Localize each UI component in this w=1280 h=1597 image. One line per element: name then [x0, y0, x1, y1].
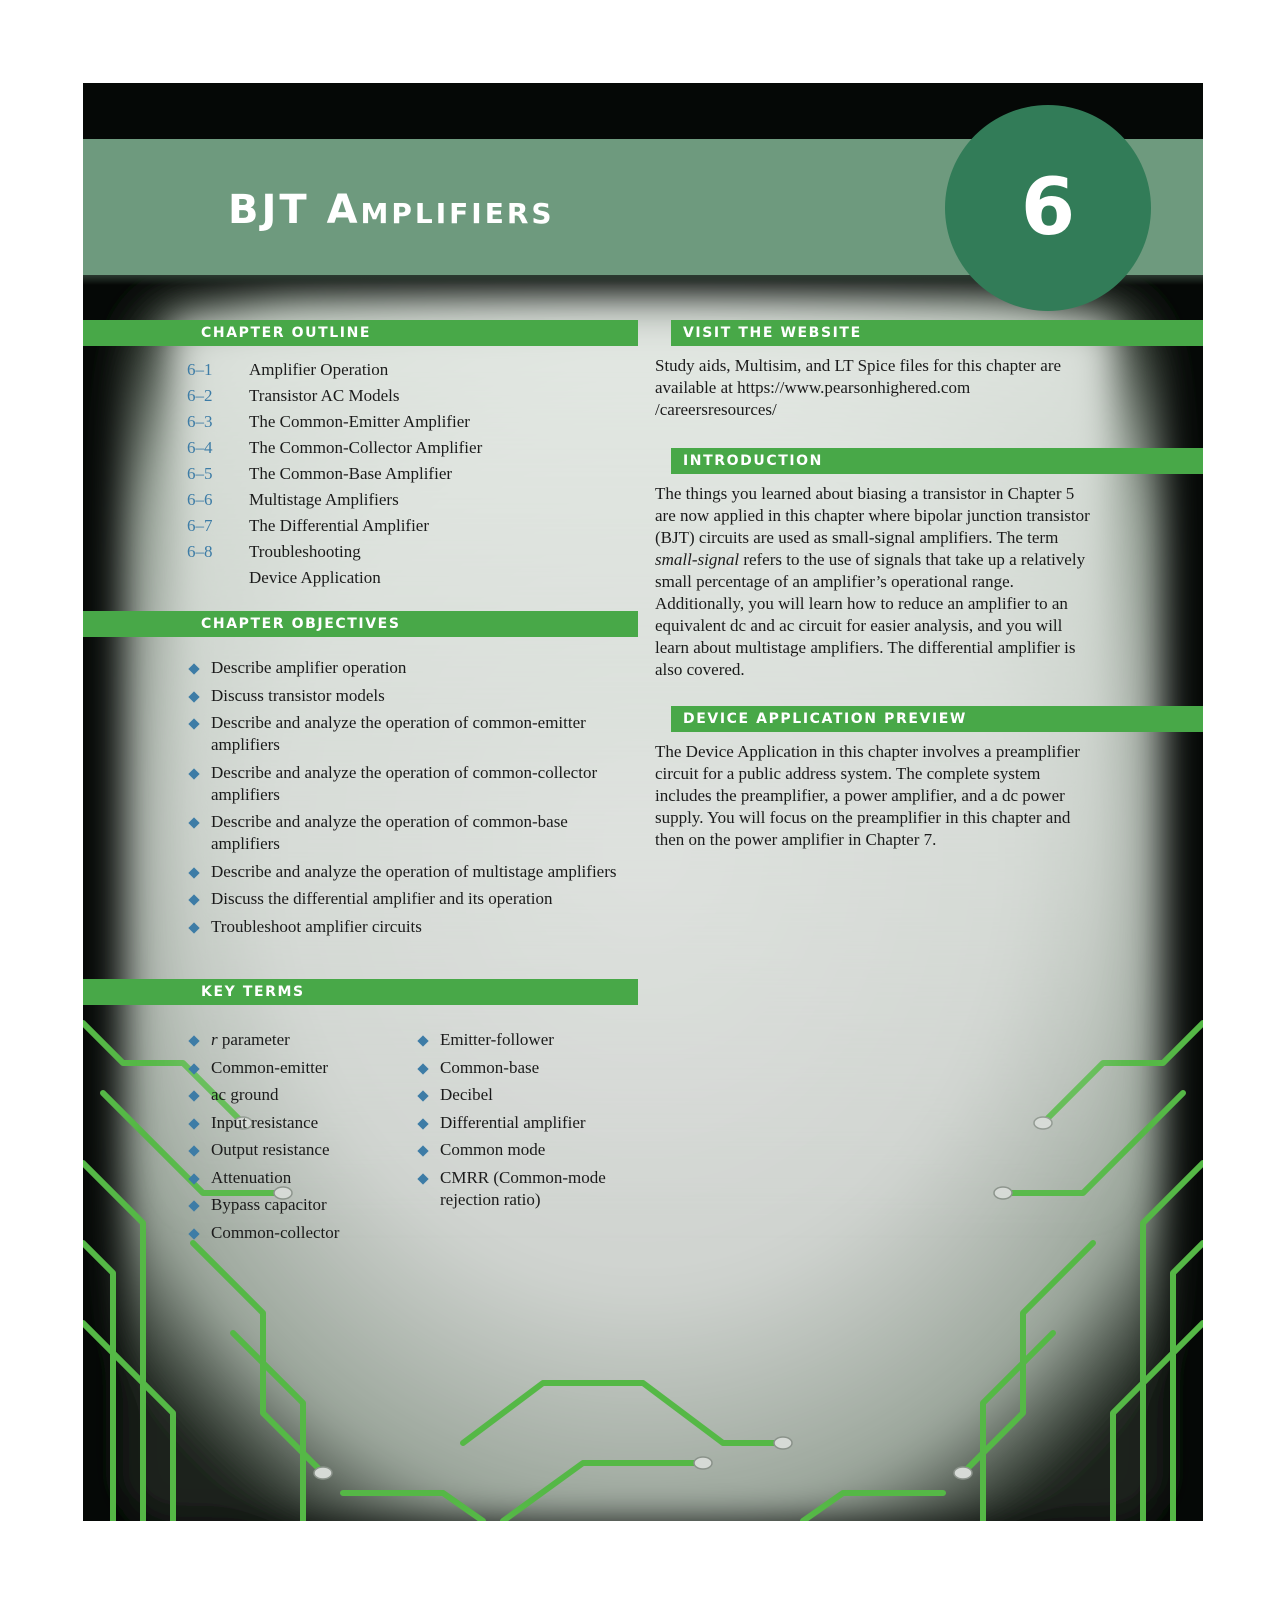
diamond-bullet-icon: [417, 1173, 428, 1184]
key-term-text: Common-collector: [211, 1222, 340, 1242]
key-terms-column-2: [416, 1029, 636, 1216]
objective-item: [187, 685, 627, 707]
key-term-text: Bypass capacitor: [211, 1195, 327, 1214]
introduction-emphasis: small-signal: [655, 550, 740, 569]
outline-item: [187, 437, 482, 463]
diamond-bullet-icon: [188, 691, 199, 702]
key-term-text: Output resistance: [211, 1140, 330, 1159]
chapter-objectives-list: [187, 657, 627, 943]
key-term-item: [416, 1167, 636, 1211]
outline-item: [187, 463, 482, 489]
key-term-italic: r: [211, 1030, 218, 1049]
objective-text: Discuss transistor models: [211, 685, 385, 705]
solder-pad: [694, 1457, 712, 1469]
diamond-bullet-icon: [188, 867, 199, 878]
objective-item: [187, 888, 627, 910]
key-term-text: Decibel: [440, 1085, 493, 1104]
visit-website-heading: VISIT THE WEBSITE: [671, 320, 1203, 346]
objective-text: Troubleshoot amplifier circuits: [211, 916, 422, 936]
circuit-trace: [1173, 1243, 1203, 1521]
solder-pad: [954, 1467, 972, 1479]
outline-section-title: The Common-Emitter Amplifier: [249, 412, 470, 431]
outline-section-title: The Common-Collector Amplifier: [249, 438, 483, 457]
outline-item: [187, 411, 482, 437]
diamond-bullet-icon: [188, 1063, 199, 1074]
diamond-bullet-icon: [188, 768, 199, 779]
key-term-text: Common mode: [440, 1140, 546, 1159]
diamond-bullet-icon: [417, 1063, 428, 1074]
outline-item: [187, 567, 482, 593]
outline-section-title: Troubleshooting: [249, 542, 361, 561]
objective-text: Discuss the differential amplifier and its operation: [211, 889, 553, 908]
key-term-text: ac ground: [211, 1085, 279, 1104]
outline-item: [187, 541, 482, 567]
device-application-preview-paragraph: The Device Application in this chapter involves a preamplifier circuit for a public address system. The complete system includes the preamplifier, a power amplifier, and a dc power supply. You will focus on the preamplifier in this chapter and then on the power amplifier in Chapter 7.: [655, 742, 1080, 849]
solder-pad: [314, 1467, 332, 1479]
website-line-1: Study aids, Multisim, and LT Spice files for this chapter are: [655, 356, 1062, 375]
outline-section-number: 6–4: [187, 438, 213, 457]
chapter-outline-list: [187, 359, 482, 593]
outline-item: [187, 385, 482, 411]
diamond-bullet-icon: [188, 1200, 199, 1211]
outline-section-number: 6–1: [187, 360, 213, 379]
key-term-item: [187, 1139, 412, 1161]
outline-item: [187, 515, 482, 541]
diamond-bullet-icon: [417, 1118, 428, 1129]
objective-item: [187, 712, 627, 756]
objective-text: Describe and analyze the operation of multistage amplifiers: [211, 861, 617, 881]
diamond-bullet-icon: [188, 817, 199, 828]
diamond-bullet-icon: [417, 1090, 428, 1101]
chapter-number-badge: [945, 105, 1151, 311]
introduction-text-after: refers to the use of signals that take up a relatively small percentage of an amplifier’s operational range. Additionally, you will learn how to reduce an amplifier to an equivalent dc and ac circuit for easier analysis, and you will learn about multistage amplifiers. The differential amplifier is also covered.: [655, 550, 1086, 679]
key-term-text: Differential amplifier: [440, 1112, 586, 1132]
outline-section-title: The Differential Amplifier: [249, 516, 430, 535]
chapter-objectives-heading: CHAPTER OBJECTIVES: [83, 611, 638, 637]
key-term-text: Common-emitter: [211, 1057, 329, 1077]
objective-item: [187, 762, 627, 806]
introduction-text-before: The things you learned about biasing a transistor in Chapter 5 are now applied in this chapter where bipolar junction transistor (BJT) circuits are used as small-signal amplifiers. The term: [655, 484, 1090, 547]
key-term-item: [187, 1167, 412, 1189]
diamond-bullet-icon: [188, 922, 199, 933]
objective-item: [187, 861, 627, 883]
outline-section-number: 6–2: [187, 386, 213, 405]
website-paragraph: [655, 355, 1095, 421]
diamond-bullet-icon: [188, 1118, 199, 1129]
key-term-item: [187, 1057, 412, 1079]
website-line-3: /careersresources/: [655, 400, 777, 419]
diamond-bullet-icon: [188, 1090, 199, 1101]
outline-section-number: 6–7: [187, 516, 213, 535]
objective-item: [187, 811, 627, 855]
solder-pad: [774, 1437, 792, 1449]
diamond-bullet-icon: [188, 718, 199, 729]
key-term-item: [187, 1084, 412, 1106]
objective-text: Describe and analyze the operation of common-emitter amplifiers: [211, 713, 586, 754]
key-term-item: [416, 1139, 636, 1161]
diamond-bullet-icon: [188, 1173, 199, 1184]
key-term-item: [187, 1112, 412, 1134]
diamond-bullet-icon: [188, 1228, 199, 1239]
diamond-bullet-icon: [417, 1145, 428, 1156]
key-term-text: Common-base: [440, 1057, 540, 1077]
objective-text: Describe amplifier operation: [211, 658, 407, 677]
outline-section-number: 6–6: [187, 490, 213, 509]
key-term-item: [187, 1194, 412, 1216]
key-terms-column-1: [187, 1029, 412, 1249]
key-term-item: [416, 1084, 636, 1106]
outline-section-number: 6–5: [187, 464, 213, 483]
device-application-preview-heading: DEVICE APPLICATION PREVIEW: [671, 706, 1203, 732]
outline-item: [187, 489, 482, 515]
key-term-text: parameter: [217, 1030, 290, 1049]
key-term-item: [416, 1057, 636, 1079]
introduction-paragraph: [655, 483, 1095, 681]
key-term-text: Emitter-follower: [440, 1030, 554, 1049]
chapter-opener-page: [83, 83, 1203, 1521]
key-term-item: [187, 1222, 412, 1244]
website-line-2: available at https://www.pearsonhighered.com: [655, 378, 971, 397]
key-term-item: [187, 1029, 412, 1051]
key-term-text: CMRR (Common-mode rejection ratio): [440, 1167, 606, 1209]
outline-section-title: Multistage Amplifiers: [249, 490, 399, 509]
chapter-outline-heading: CHAPTER OUTLINE: [83, 320, 638, 346]
chapter-title: BJT Amplifiers: [228, 187, 555, 233]
outline-section-title: Device Application: [249, 568, 381, 587]
key-term-text: Attenuation: [211, 1167, 292, 1187]
diamond-bullet-icon: [188, 1145, 199, 1156]
key-term-item: [416, 1029, 636, 1051]
introduction-heading: INTRODUCTION: [671, 448, 1203, 474]
diamond-bullet-icon: [417, 1035, 428, 1046]
objective-item: [187, 916, 627, 938]
objective-item: [187, 657, 627, 679]
outline-section-title: Amplifier Operation: [249, 360, 389, 379]
diamond-bullet-icon: [188, 1035, 199, 1046]
outline-section-number: 6–3: [187, 412, 213, 431]
objective-text: Describe and analyze the operation of common-base amplifiers: [211, 812, 568, 853]
circuit-trace: [83, 1243, 113, 1521]
objective-text: Describe and analyze the operation of common-collector amplifiers: [211, 762, 598, 804]
chapter-number: 6: [1020, 163, 1076, 253]
outline-item: [187, 359, 482, 385]
diamond-bullet-icon: [188, 663, 199, 674]
diamond-bullet-icon: [188, 894, 199, 905]
key-term-item: [416, 1112, 636, 1134]
key-term-text: Input resistance: [211, 1112, 319, 1132]
key-terms-heading: KEY TERMS: [83, 979, 638, 1005]
outline-section-title: Transistor AC Models: [249, 386, 400, 405]
outline-section-number: 6–8: [187, 542, 213, 561]
outline-section-title: The Common-Base Amplifier: [249, 464, 453, 483]
